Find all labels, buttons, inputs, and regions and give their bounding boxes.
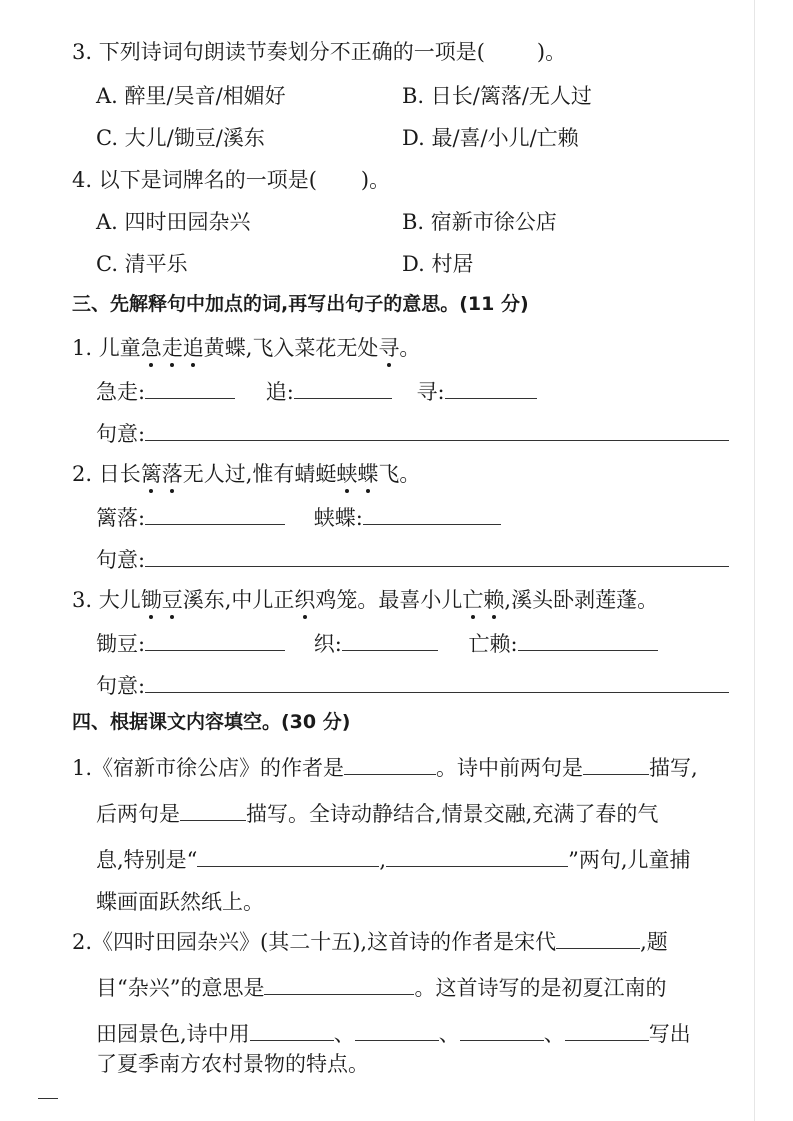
s4-q2-line-1: 2.《四时田园杂兴》(其二十五),这首诗的作者是宋代 ,题 (72, 926, 668, 956)
section3-title: 三、先解释句中加点的词,再写出句子的意思。(11 分) (72, 293, 529, 315)
blank-scene-4[interactable] (565, 1018, 649, 1041)
blank-author-2[interactable] (556, 926, 640, 949)
q4-option-d: D. 村居 (402, 252, 474, 276)
s3-sentence-1: 1. 儿童急走追黄蝶,飞入菜花无处寻。 (72, 336, 421, 360)
section4-title: 四、根据课文内容填空。(30 分) (72, 711, 351, 733)
blank-zaxing-meaning[interactable] (264, 972, 414, 995)
blank-jiedie[interactable] (363, 502, 501, 525)
q4-stem: 4. 以下是词牌名的一项是( )。 (72, 168, 391, 192)
blank-verse-2[interactable] (386, 844, 568, 867)
blank-author-1[interactable] (344, 752, 436, 775)
s4-q2-line-2: 目“杂兴”的意思是 。这首诗写的是初夏江南的 (96, 972, 666, 1002)
s4-q1-line-1: 1.《宿新市徐公店》的作者是 。诗中前两句是 描写, (72, 752, 698, 782)
page-edge-line (754, 0, 755, 1121)
blank-jizou[interactable] (145, 376, 235, 399)
s3-2-fill-line: 篱落: 蛱蝶: (96, 502, 501, 532)
blank-liluo[interactable] (145, 502, 285, 525)
blank-wanglai[interactable] (518, 628, 658, 651)
blank-meaning-2[interactable] (145, 544, 729, 567)
blank-verse-1[interactable] (197, 844, 379, 867)
blank-meaning-3[interactable] (145, 670, 729, 693)
blank-scene-1[interactable] (250, 1018, 334, 1041)
s3-sentence-3: 3. 大儿锄豆溪东,中儿正织鸡笼。最喜小儿亡赖,溪头卧剥莲蓬。 (72, 588, 659, 612)
q3-option-b: B. 日长/篱落/无人过 (402, 84, 592, 108)
q4-option-c: C. 清平乐 (96, 252, 188, 276)
s3-3-meaning-line: 句意: (96, 670, 729, 700)
blank-scene-3[interactable] (460, 1018, 544, 1041)
s3-1-fill-line: 急走: 追: 寻: (96, 376, 537, 406)
blank-meaning-1[interactable] (145, 418, 729, 441)
s3-sentence-2: 2. 日长篱落无人过,惟有蜻蜓蛱蝶飞。 (72, 462, 421, 486)
q4-option-a: A. 四时田园杂兴 (96, 210, 251, 234)
blank-scene-2[interactable] (355, 1018, 439, 1041)
s4-q2-line-3: 田园景色,诗中用 、 、 、 写出 (96, 1018, 691, 1048)
s4-q1-line-3: 息,特别是“ , ”两句,儿童捕 (96, 844, 691, 874)
footer-mark (38, 1098, 58, 1099)
q4-option-b: B. 宿新市徐公店 (402, 210, 557, 234)
blank-first-two[interactable] (583, 752, 649, 775)
s4-q1-line-2: 后两句是 描写。全诗动静结合,情景交融,充满了春的气 (96, 798, 658, 828)
q3-option-d: D. 最/喜/小儿/亡赖 (402, 126, 579, 150)
blank-last-two[interactable] (180, 798, 246, 821)
s3-1-meaning-line: 句意: (96, 418, 729, 448)
s4-q1-line-4: 蝶画面跃然纸上。 (96, 890, 264, 914)
s3-2-meaning-line: 句意: (96, 544, 729, 574)
q3-stem: 3. 下列诗词句朗读节奏划分不正确的一项是( )。 (72, 40, 567, 64)
q3-option-a: A. 醉里/吴音/相媚好 (96, 84, 286, 108)
blank-zhui[interactable] (294, 376, 392, 399)
blank-xun[interactable] (445, 376, 537, 399)
blank-chudou[interactable] (145, 628, 285, 651)
s4-q2-line-4: 了夏季南方农村景物的特点。 (96, 1052, 369, 1076)
q3-option-c: C. 大儿/锄豆/溪东 (96, 126, 265, 150)
s3-3-fill-line: 锄豆: 织: 亡赖: (96, 628, 658, 658)
blank-zhi[interactable] (342, 628, 438, 651)
